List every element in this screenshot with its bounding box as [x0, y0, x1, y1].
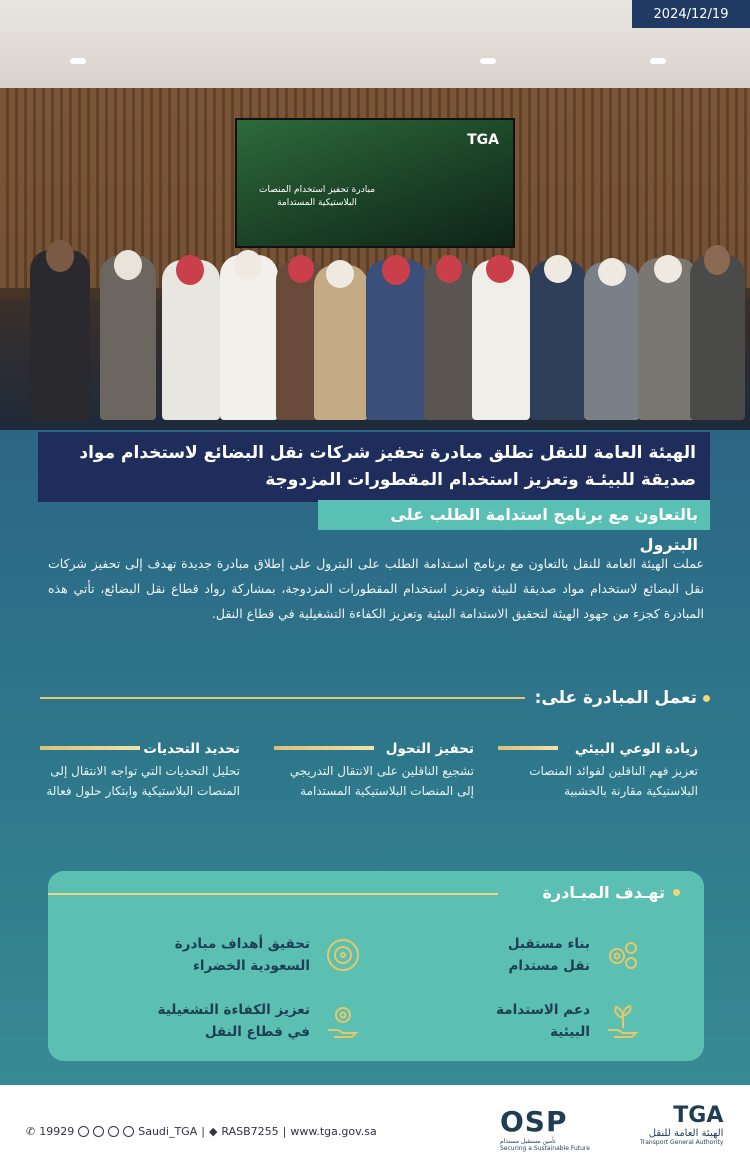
pillars-heading-text: تعمل المبادرة على:	[534, 688, 697, 708]
screen-text: مبادرة تحفيز استخدام المنصات البلاستيكية المستدامة	[258, 185, 376, 208]
pillar-challenges	[40, 738, 240, 801]
ceiling-light	[650, 58, 666, 64]
osp-logo	[500, 1105, 590, 1152]
pillar-bar	[40, 746, 140, 750]
goals-heading	[542, 883, 680, 902]
tga-logo-text: TGA	[673, 1103, 724, 1128]
youtube-icon[interactable]	[108, 1126, 119, 1137]
gears-icon	[602, 934, 644, 976]
x-icon[interactable]	[78, 1126, 89, 1137]
goals-panel	[48, 871, 704, 1061]
pillar-bar	[498, 746, 558, 750]
lead-paragraph: عملت الهيئة العامة للنقل بالتعاون مع برنامج اسـتدامة الطلب على البترول على إطلاق مبادرة جديدة تهدف إلى تحفيز شركات نقل البضائع لاستخدام مواد صديقة للبيئة وتعزيز استخدام المقطورات المزدوجة، بمشاركة رواد قطاع نقل البضائع، تأتي هذه المبادرة كجزء من جهود الهيئة لتحقيق الاستدامة البيئية وتعزيز الكفاءة التشغيلية في قطاع النقل.	[48, 556, 704, 621]
divider-line	[40, 697, 525, 699]
pillar-bar	[274, 746, 374, 750]
website-link[interactable]: www.tga.gov.sa	[290, 1125, 377, 1138]
bullet-dot	[703, 695, 710, 702]
goal-text: بناء مستقبل نقل مستدام	[507, 936, 590, 974]
headline: الهيئة العامة للنقل تطلق مبادرة تحفيز شركات نقل البضائع لاستخدام مواد صديقة للبيئـة وتعزيز استخدام المقطورات المزدوجة	[38, 432, 710, 502]
subheadline: بالتعاون مع برنامج استدامة الطلب على البترول	[318, 500, 710, 530]
separator: |	[282, 1125, 287, 1138]
goals-divider	[48, 893, 498, 895]
gear-hand-icon	[322, 1000, 364, 1042]
presentation-screen	[235, 118, 515, 248]
goal-sustainable-future	[480, 933, 644, 977]
pillar-awareness	[498, 738, 698, 801]
bullet-dot	[673, 889, 680, 896]
date-badge: 2024/12/19	[632, 0, 750, 28]
pillar-title: تحفيز التحول	[385, 741, 474, 757]
social-handle: Saudi_TGA	[138, 1125, 198, 1138]
pillar-title: تحديد التحديات	[143, 741, 240, 757]
pillar-title: زيادة الوعي البيئي	[574, 741, 698, 757]
goal-text: تحقيق أهداف مبادرة السعودية الخضراء	[174, 936, 310, 974]
ceiling-light	[70, 58, 86, 64]
plant-hand-icon	[602, 1000, 644, 1042]
tga-name-ar: الهيئة العامة للنقل	[648, 1128, 724, 1139]
goal-green-saudi	[140, 933, 364, 977]
contact-bar	[26, 1125, 377, 1138]
goals-heading-text: تهـدف المبـادرة	[542, 883, 665, 902]
osp-tagline-ar: تأمين مستقبل مستدام	[500, 1138, 556, 1145]
pillar-desc: تعزيز فهم الناقلين لفوائد المنصات البلاستيكية مقارنة بالخشبية	[529, 764, 698, 798]
osp-tagline-en: Securing a Sustainable Future	[500, 1145, 590, 1152]
instagram-icon[interactable]	[93, 1126, 104, 1137]
goal-text: تعزيز الكفاءة التشغيلية في قطاع النقل	[157, 1002, 310, 1040]
target-icon	[322, 934, 364, 976]
tga-name-en: Transport General Authority	[640, 1139, 724, 1146]
linkedin-icon[interactable]	[123, 1126, 134, 1137]
osp-logo-text: OSP	[500, 1105, 568, 1138]
phone-number: 19929	[39, 1125, 75, 1138]
footer	[0, 1085, 750, 1161]
hero-photo	[0, 0, 750, 430]
pillar-desc: تشجيع الناقلين على الانتقال التدريجي إلى المنصات البلاستيكية المستدامة	[289, 764, 474, 798]
screen-logo: TGA	[467, 132, 499, 148]
goal-text: دعم الاستدامة البيئية	[496, 1002, 590, 1040]
goal-efficiency	[140, 999, 364, 1043]
tga-logo	[640, 1103, 723, 1146]
snapchat-icon: ◆	[208, 1125, 218, 1138]
code-text: RASB7255	[221, 1125, 279, 1138]
goal-environmental	[480, 999, 644, 1043]
pillar-desc: تحليل التحديات التي تواجه الانتقال إلى المنصات البلاستيكية وابتكار حلول فعالة	[46, 764, 240, 798]
ceiling-light	[480, 58, 496, 64]
phone-icon: ✆	[26, 1125, 36, 1138]
pillars-heading	[40, 685, 710, 711]
separator: |	[201, 1125, 205, 1138]
pillar-transition	[274, 738, 474, 801]
